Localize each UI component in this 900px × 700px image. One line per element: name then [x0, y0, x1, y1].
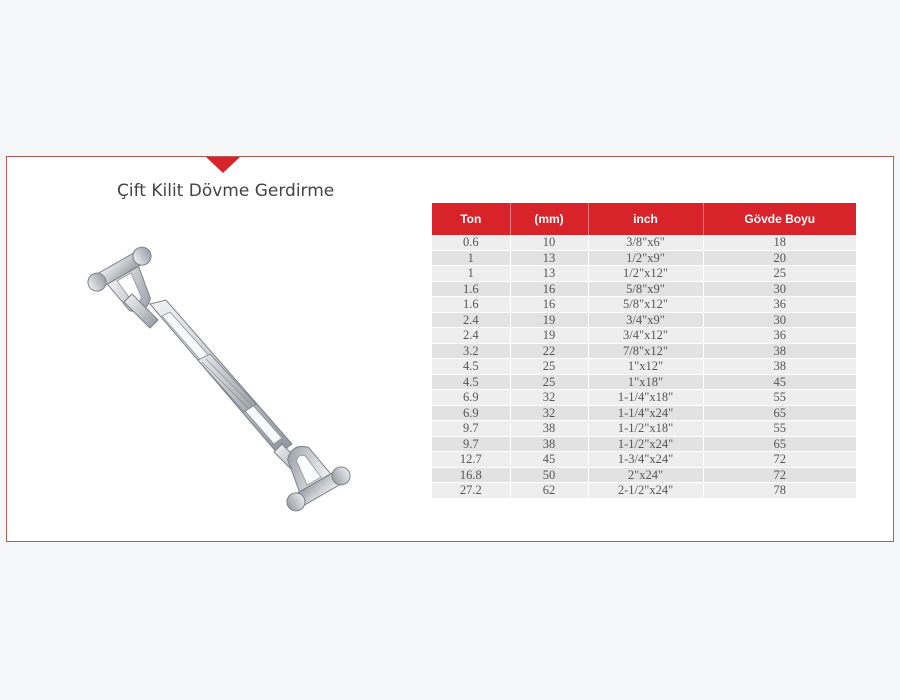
cell-inch: 1"x18": [588, 374, 703, 390]
table-row: [432, 390, 856, 406]
cell-ton: 3.2: [432, 343, 510, 359]
cell-inch: 5/8"x9": [588, 281, 703, 297]
cell-mm: 19: [510, 328, 588, 344]
table-row: [432, 281, 856, 297]
cell-body-length: 65: [703, 405, 856, 421]
cell-inch: 1-3/4"x24": [588, 452, 703, 468]
cell-mm: 16: [510, 297, 588, 313]
cell-mm: 38: [510, 421, 588, 437]
cell-inch: 3/4"x12": [588, 328, 703, 344]
cell-body-length: 78: [703, 483, 856, 499]
cell-body-length: 65: [703, 436, 856, 452]
cell-inch: 1-1/2"x18": [588, 421, 703, 437]
table-row: [432, 250, 856, 266]
cell-ton: 27.2: [432, 483, 510, 499]
cell-inch: 1/2"x12": [588, 266, 703, 282]
cell-inch: 2"x24": [588, 467, 703, 483]
table-row: [432, 374, 856, 390]
tab-indicator: [206, 157, 240, 173]
header-body-length: Gövde Boyu: [703, 203, 856, 235]
cell-body-length: 38: [703, 343, 856, 359]
cell-mm: 45: [510, 452, 588, 468]
cell-ton: 9.7: [432, 421, 510, 437]
table-row: [432, 328, 856, 344]
cell-mm: 25: [510, 374, 588, 390]
cell-body-length: 18: [703, 235, 856, 250]
product-title: Çift Kilit Dövme Gerdirme: [117, 181, 335, 201]
cell-ton: 2.4: [432, 312, 510, 328]
cell-mm: 32: [510, 390, 588, 406]
cell-body-length: 55: [703, 390, 856, 406]
cell-inch: 3/4"x9": [588, 312, 703, 328]
cell-body-length: 36: [703, 328, 856, 344]
cell-ton: 9.7: [432, 436, 510, 452]
table-row: [432, 235, 856, 250]
cell-body-length: 20: [703, 250, 856, 266]
table-row: [432, 297, 856, 313]
table-row: [432, 436, 856, 452]
cell-inch: 1-1/2"x24": [588, 436, 703, 452]
table-row: [432, 343, 856, 359]
cell-body-length: 30: [703, 312, 856, 328]
cell-ton: 12.7: [432, 452, 510, 468]
cell-inch: 7/8"x12": [588, 343, 703, 359]
cell-ton: 0.6: [432, 235, 510, 250]
table-row: [432, 452, 856, 468]
table-row: [432, 467, 856, 483]
cell-ton: 16.8: [432, 467, 510, 483]
cell-body-length: 36: [703, 297, 856, 313]
table-header-row: [432, 203, 856, 235]
cell-ton: 2.4: [432, 328, 510, 344]
cell-mm: 16: [510, 281, 588, 297]
cell-body-length: 38: [703, 359, 856, 375]
cell-ton: 6.9: [432, 405, 510, 421]
header-mm: (mm): [510, 203, 588, 235]
cell-body-length: 45: [703, 374, 856, 390]
cell-ton: 1.6: [432, 297, 510, 313]
cell-inch: 3/8"x6": [588, 235, 703, 250]
cell-ton: 1: [432, 250, 510, 266]
table-row: [432, 266, 856, 282]
cell-body-length: 72: [703, 467, 856, 483]
table-row: [432, 421, 856, 437]
turnbuckle-icon: [70, 232, 370, 537]
cell-body-length: 72: [703, 452, 856, 468]
cell-mm: 22: [510, 343, 588, 359]
table-row: [432, 312, 856, 328]
cell-mm: 10: [510, 235, 588, 250]
cell-body-length: 30: [703, 281, 856, 297]
cell-inch: 1-1/4"x24": [588, 405, 703, 421]
cell-ton: 4.5: [432, 359, 510, 375]
cell-mm: 38: [510, 436, 588, 452]
cell-inch: 5/8"x12": [588, 297, 703, 313]
header-inch: inch: [588, 203, 703, 235]
cell-ton: 4.5: [432, 374, 510, 390]
cell-mm: 19: [510, 312, 588, 328]
cell-inch: 1-1/4"x18": [588, 390, 703, 406]
header-ton: Ton: [432, 203, 510, 235]
cell-mm: 13: [510, 250, 588, 266]
cell-mm: 32: [510, 405, 588, 421]
cell-mm: 13: [510, 266, 588, 282]
spec-table: [432, 203, 856, 499]
cell-ton: 6.9: [432, 390, 510, 406]
cell-inch: 2-1/2"x24": [588, 483, 703, 499]
cell-ton: 1.6: [432, 281, 510, 297]
cell-body-length: 25: [703, 266, 856, 282]
cell-mm: 50: [510, 467, 588, 483]
table-row: [432, 483, 856, 499]
cell-inch: 1/2"x9": [588, 250, 703, 266]
cell-body-length: 55: [703, 421, 856, 437]
cell-mm: 62: [510, 483, 588, 499]
cell-mm: 25: [510, 359, 588, 375]
cell-inch: 1"x12": [588, 359, 703, 375]
table-row: [432, 359, 856, 375]
cell-ton: 1: [432, 266, 510, 282]
table-row: [432, 405, 856, 421]
